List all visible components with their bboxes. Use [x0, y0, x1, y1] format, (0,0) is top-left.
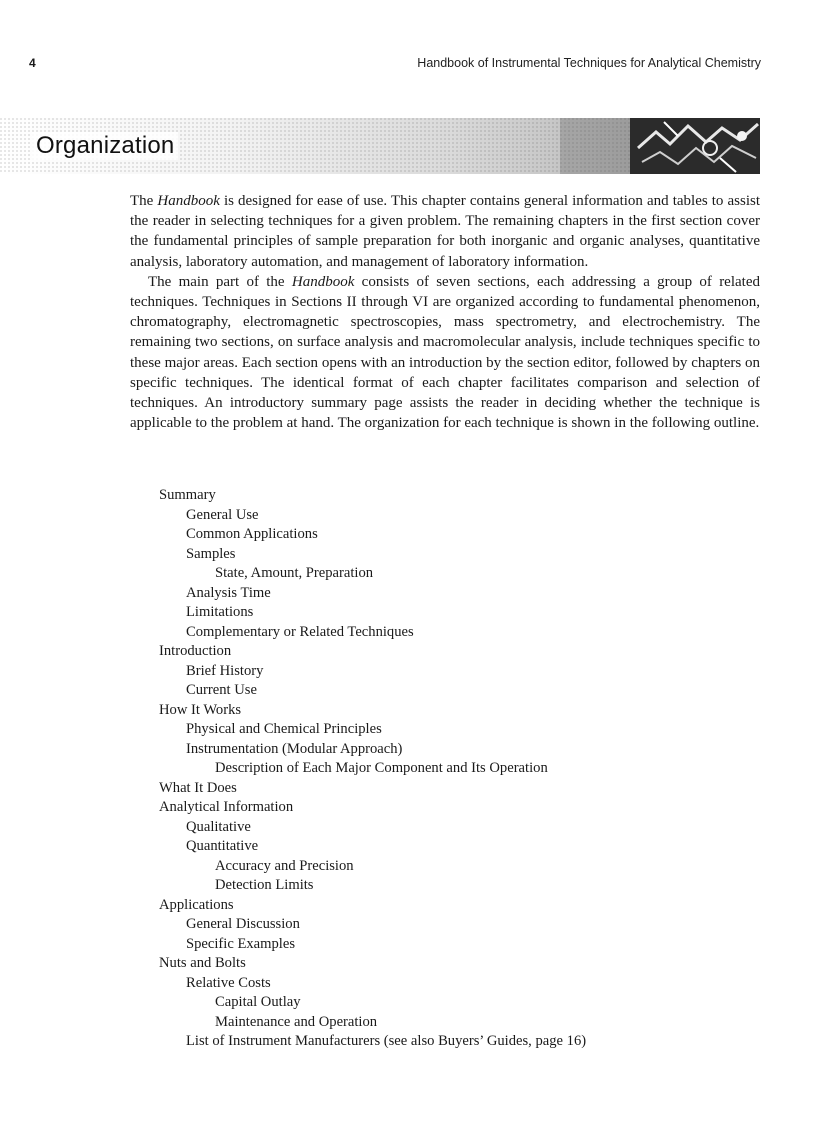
running-head: Handbook of Instrumental Techniques for Analytical Chemistry	[417, 56, 761, 70]
outline-item: How It Works	[159, 701, 242, 718]
outline-item: What It Does	[159, 779, 237, 796]
outline-item: Quantitative	[186, 838, 259, 854]
outline-item: Introduction	[159, 643, 232, 659]
outline-item: Limitations	[186, 604, 254, 620]
outline-item: Summary	[159, 487, 216, 503]
outline-item: Specific Examples	[186, 935, 296, 952]
outline-item: Physical and Chemical Principles	[186, 721, 382, 737]
outline-item: Description of Each Major Component and Its Operation	[215, 760, 548, 776]
chapter-outline	[159, 486, 759, 1052]
body-text	[130, 191, 760, 433]
outline-item: Samples	[186, 545, 236, 562]
page-number: 4	[29, 56, 36, 70]
section-banner	[0, 118, 760, 174]
outline-item: State, Amount, Preparation	[215, 565, 374, 581]
outline-item: Accuracy and Precision	[215, 857, 354, 874]
outline-item: Analytical Information	[159, 799, 294, 815]
outline-item: Instrumentation (Modular Approach)	[186, 740, 403, 757]
outline-item: Applications	[159, 896, 234, 913]
outline-item: List of Instrument Manufacturers (see also Buyers’ Guides, page 16)	[186, 1033, 587, 1049]
body-paragraph: The main part of the Handbook consists of seven sections, each addressing a group of related techniques. Techniques in Sections II through VI are organized according to fundamental phenomenon, chromatography, electromagnetic spectroscopies, mass spectrometry, and electrochemistry. The remaining two sections, on surface analysis and macromolecular analysis, include techniques specific to these major areas. Each section opens with an introduction by the section editor, followed by chapters on specific techniques. The identical format of each chapter facilitates comparison and selection of techniques. An introductory summary page assists the reader in deciding whether the technique is applicable to the problem at hand. The organization for each technique is shown in the following outline.	[130, 273, 760, 432]
outline-item: Current Use	[186, 682, 257, 698]
outline-item: Complementary or Related Techniques	[186, 623, 414, 640]
body-paragraph: The Handbook is designed for ease of use. This chapter contains general information and tables to assist the reader in selecting techniques for a given problem. The remaining chapters in the first section cover the fundamental principles of sample preparation for both inorganic and organic analyses, quantitative analysis, laboratory automation, and management of laboratory information.	[130, 193, 760, 270]
outline-item: Capital Outlay	[215, 994, 301, 1010]
outline-item: Analysis Time	[186, 584, 271, 601]
outline-item: Maintenance and Operation	[215, 1013, 378, 1030]
outline-item: Qualitative	[186, 818, 251, 835]
handbook-emphasis: Handbook	[157, 193, 220, 209]
outline-item: General Use	[186, 506, 259, 523]
banner-decoration-image	[560, 118, 760, 174]
outline-item: Detection Limits	[215, 877, 314, 893]
outline-item: Brief History	[186, 662, 264, 679]
outline-item: General Discussion	[186, 916, 300, 932]
outline-item: Common Applications	[186, 526, 318, 542]
outline-item: Nuts and Bolts	[159, 955, 246, 971]
outline-item: Relative Costs	[186, 974, 271, 991]
handbook-emphasis: Handbook	[291, 273, 355, 290]
section-title: Organization	[32, 132, 178, 160]
